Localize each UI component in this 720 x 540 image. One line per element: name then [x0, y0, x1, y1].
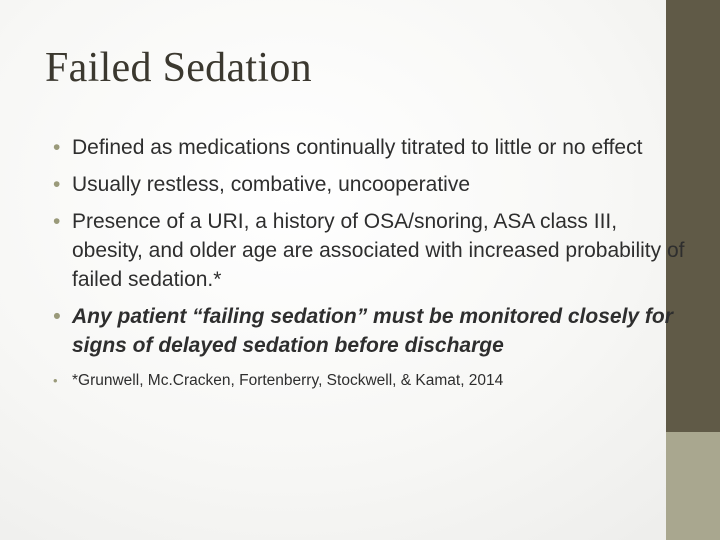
- bullet-text: Any patient “failing sedation” must be monitored closely for signs of delayed sedation before discharge: [72, 305, 673, 357]
- bullet-text: Defined as medications continually titrated to little or no effect: [72, 136, 643, 159]
- bullet-marker: •: [53, 136, 61, 159]
- bullet-item: [53, 207, 693, 294]
- bullet-text: Usually restless, combative, uncooperative: [72, 173, 471, 196]
- citation-item: [53, 370, 693, 392]
- bullet-marker: •: [53, 373, 58, 388]
- bullet-item: [53, 133, 693, 162]
- bullet-marker: •: [53, 173, 61, 196]
- bullet-item-emphasis: [53, 302, 693, 360]
- bullet-text: Presence of a URI, a history of OSA/snoring, ASA class III, obesity, and older age are associated with increased probability of failed sedation.*: [72, 210, 685, 291]
- bullet-item: [53, 170, 693, 199]
- citation-text: *Grunwell, Mc.Cracken, Fortenberry, Stockwell, & Kamat, 2014: [72, 372, 504, 389]
- bullet-list: [53, 133, 693, 400]
- slide-title: Failed Sedation: [45, 45, 312, 91]
- accent-bar-light: [666, 432, 720, 540]
- bullet-marker: •: [53, 210, 61, 233]
- bullet-marker: •: [53, 305, 61, 328]
